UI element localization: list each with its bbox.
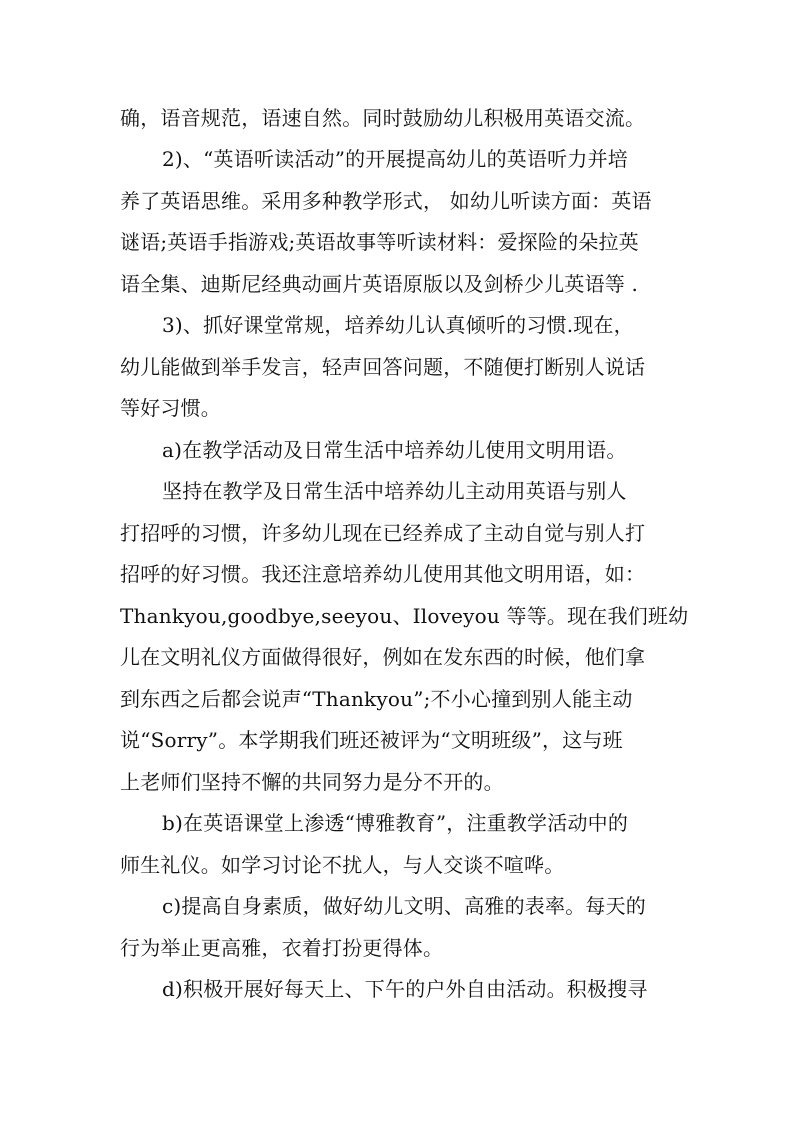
text-line: 打招呼的习惯，许多幼儿现在已经养成了主动自觉与别人打 [120,521,646,545]
text-line: 儿在文明礼仪方面做得很好，例如在发东西的时候，他们拿 [120,645,646,669]
item-c-heading: c)提高自身素质，做好幼儿文明、高雅的表率。每天的 [162,894,647,918]
text-line: 语全集、迪斯尼经典动画片英语原版以及剑桥少儿英语等 . [120,272,639,296]
paragraph-3-start: 3)、抓好课堂常规，培养幼儿认真倾听的习惯.现在， [162,313,634,337]
text-line: Thankyou,goodbye,seeyou、Iloveyou 等等。现在我们班幼 [120,604,689,628]
text-line: 谜语;英语手指游戏;英语故事等听读材料：爱探险的朵拉英 [120,230,639,254]
text-line: 招呼的好习惯。我还注意培养幼儿使用其他文明用语，如： [120,562,646,586]
text-line: 幼儿能做到举手发言，轻声回答问题，不随便打断别人说话 [120,355,646,379]
text-line: 等好习惯。 [120,396,221,420]
item-a-heading: a)在教学活动及日常生活中培养幼儿使用文明用语。 [162,438,627,462]
text-line: 到东西之后都会说声“Thankyou”;不小心撞到别人能主动 [120,687,633,711]
paragraph-2-start: 2)、“英语听读活动”的开展提高幼儿的英语听力并培 [162,147,628,171]
text-line: 上老师们坚持不懈的共同努力是分不开的。 [120,770,504,794]
paragraph-start: 坚持在教学及日常生活中培养幼儿主动用英语与别人 [162,479,627,503]
text-line: 养了英语思维。采用多种教学形式， 如幼儿听读方面：英语 [120,189,652,213]
item-b-heading: b)在英语课堂上渗透“博雅教育”，注重教学活动中的 [162,811,629,835]
text-line: 说“Sorry”。本学期我们班还被评为“文明班级”，这与班 [120,728,623,752]
text-line: 确，语音规范，语速自然。同时鼓励幼儿积极用英语交流。 [120,106,646,130]
text-line: 师生礼仪。如学习讨论不扰人，与人交谈不喧哗。 [120,853,565,877]
text-line: 行为举止更高雅，衣着打扮更得体。 [120,936,444,960]
item-d-heading: d)积极开展好每天上、下午的户外自由活动。积极搜寻 [162,977,648,1001]
